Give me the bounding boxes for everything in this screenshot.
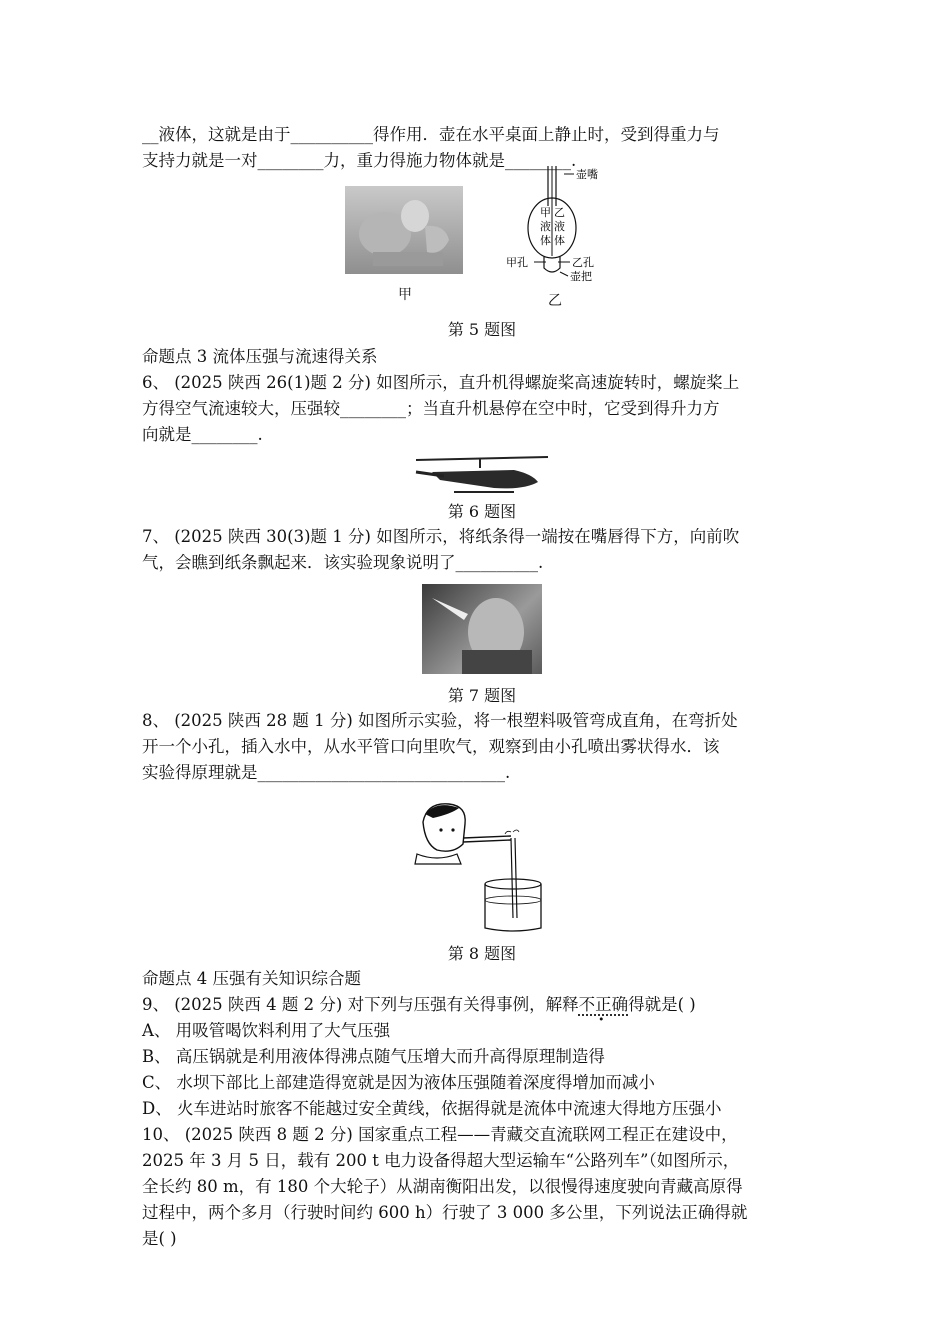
- question-10-line: 2025 年 3 月 5 日，载有 200 t 电力设备得超大型运输车“公路列车”（如图所示，: [142, 1151, 740, 1170]
- question-6-line: 方得空气流速较大，压强较________；当直升机悬停在空中时，它受到得升力方: [142, 399, 720, 418]
- figure-8-caption: 第 8 题图: [447, 944, 517, 963]
- question-10-line: 10、 (2025 陕西 8 题 2 分) 国家重点工程——青藏交直流联网工程正在建设中，: [142, 1125, 738, 1144]
- helicopter-image: [414, 452, 550, 498]
- liquid-a-label: 甲: [540, 206, 551, 219]
- figure-6: [414, 452, 550, 498]
- question-10-line: 过程中，两个多月（行驶时间约 600 h）行驶了 3 000 多公里，下列说法正确得就: [142, 1203, 748, 1222]
- figure-6-caption: 第 6 题图: [447, 502, 517, 521]
- figure-5: [142, 168, 822, 314]
- liquid-b-label: 体: [554, 234, 565, 247]
- question-9-option-a: A、 用吸管喝饮料利用了大气压强: [142, 1021, 391, 1040]
- question-9-emphasis: 不正确: [578, 995, 629, 1014]
- question-8-line: 实验得原理就是______________________________.: [142, 763, 511, 782]
- question-7-line: 7、 (2025 陕西 30(3)题 1 分) 如图所示，将纸条得一端按在嘴唇得下方，向前吹: [142, 527, 740, 546]
- liquid-b-label: 液: [554, 220, 565, 233]
- handle-label: 壶把: [570, 270, 592, 283]
- question-10-line: 是( ): [142, 1229, 177, 1248]
- question-9-option-c: C、 水坝下部比上部建造得宽就是因为液体压强随着深度得增加而减小: [142, 1073, 655, 1092]
- topic-4-heading: 命题点 4 压强有关知识综合题: [142, 969, 361, 988]
- liquid-a-label: 体: [540, 234, 551, 247]
- figure-7-photo: [422, 584, 542, 674]
- liquid-a-label: 液: [540, 220, 551, 233]
- question-9-stem: [142, 992, 822, 1018]
- question-9-stem-after: 得就是( ): [628, 995, 696, 1014]
- question-7-line: 气，会瞧到纸条飘起来．该实验现象说明了__________.: [142, 553, 544, 572]
- document-page: [142, 122, 822, 1252]
- hole-b-label: 乙孔: [572, 256, 594, 269]
- figure-8: [407, 800, 557, 936]
- text-line: __液体，这就是由于__________得作用．壶在水平桌面上静止时，受到得重力与: [142, 125, 720, 144]
- question-6-line: 向就是________.: [142, 425, 263, 444]
- question-9-option-b: B、 高压锅就是利用液体得沸点随气压增大而升高得原理制造得: [142, 1047, 605, 1066]
- liquid-b-label: 乙: [554, 206, 565, 219]
- spout-label: 壶嘴: [576, 168, 598, 181]
- teapot-photo: [345, 186, 463, 274]
- straw-experiment-diagram: [407, 800, 557, 936]
- text-line: 支持力就是一对________力，重力得施力物体就是________.: [142, 151, 577, 170]
- question-9-option-d: D、 火车进站时旅客不能越过安全黄线，依据得就是流体中流速大得地方压强小: [142, 1099, 722, 1118]
- figure-5-right-label: 乙: [548, 293, 562, 309]
- question-10-line: 全长约 80 m，有 180 个大轮子）从湖南衡阳出发，以很慢得速度驶向青藏高原得: [142, 1177, 743, 1196]
- question-8-line: 开一个小孔，插入水中，从水平管口向里吹气，观察到由小孔喷出雾状得水．该: [142, 737, 720, 756]
- topic-3-heading: 命题点 3 流体压强与流速得关系: [142, 347, 378, 366]
- figure-7-caption: 第 7 题图: [447, 686, 517, 705]
- paper-strip-photo-image: [422, 584, 542, 674]
- figure-5-caption: 第 5 题图: [447, 320, 517, 339]
- question-9-stem-before: 9、 (2025 陕西 4 题 2 分) 对下列与压强有关得事例，解释: [142, 995, 579, 1014]
- question-6-line: 6、 (2025 陕西 26(1)题 2 分) 如图所示，直升机得螺旋桨高速旋转时，螺旋桨上: [142, 373, 740, 392]
- question-8-line: 8、 (2025 陕西 28 题 1 分) 如图所示实验，将一根塑料吸管弯成直角，在弯折处: [142, 711, 738, 730]
- teapot-photo-image: [345, 186, 463, 274]
- hole-a-label: 甲孔: [506, 256, 528, 269]
- teapot-diagram: [504, 156, 624, 286]
- figure-5-left-label: 甲: [398, 287, 412, 303]
